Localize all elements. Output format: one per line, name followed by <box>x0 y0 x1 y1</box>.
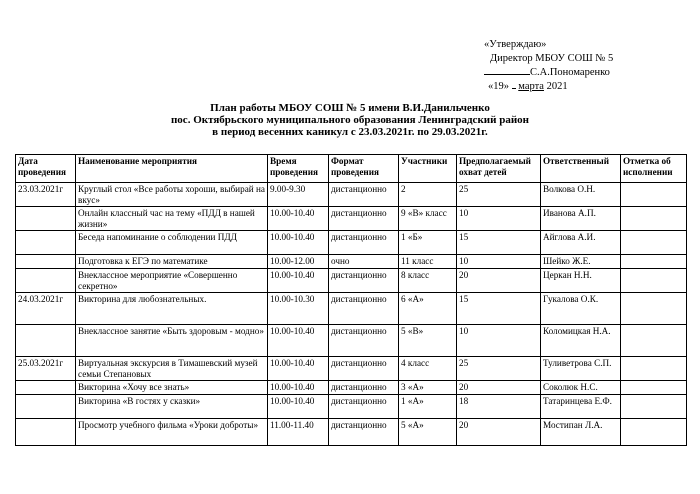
cell-completion-mark <box>621 325 687 357</box>
table-header-row <box>16 155 687 183</box>
table-row <box>16 268 687 292</box>
cell-format: дистанционно <box>329 394 399 418</box>
cell-event: Виртуальная экскурсия в Тимашевский музей семьи Степановых <box>76 357 268 381</box>
cell-date: 24.03.2021г <box>16 293 76 325</box>
cell-date <box>16 268 76 292</box>
cell-responsible: Мостипан Л.А. <box>541 418 621 445</box>
cell-responsible: Волкова О.Н. <box>541 183 621 207</box>
cell-format: дистанционно <box>329 268 399 292</box>
cell-date: 23.03.2021г <box>16 183 76 207</box>
approval-month: марта <box>518 80 544 92</box>
cell-coverage: 15 <box>457 231 541 255</box>
cell-time: 9.00-9.30 <box>268 183 329 207</box>
cell-completion-mark <box>621 268 687 292</box>
cell-event: Круглый стол «Все работы хороши, выбирай на вкус» <box>76 183 268 207</box>
cell-completion-mark <box>621 357 687 381</box>
cell-coverage: 25 <box>457 357 541 381</box>
table-row <box>16 418 687 445</box>
cell-date <box>16 381 76 395</box>
cell-format: дистанционно <box>329 231 399 255</box>
cell-time: 11.00-11.40 <box>268 418 329 445</box>
cell-time: 10.00-10.30 <box>268 293 329 325</box>
header-date: Дата проведения <box>16 155 76 183</box>
table-row <box>16 231 687 255</box>
cell-coverage: 25 <box>457 183 541 207</box>
approval-director-name: С.А.Пономаренко <box>530 67 610 78</box>
cell-completion-mark <box>621 381 687 395</box>
cell-time: 10.00-10.40 <box>268 357 329 381</box>
cell-responsible: Коломицкая Н.А. <box>541 325 621 357</box>
table-row <box>16 183 687 207</box>
approval-line-2: Директор МБОУ СОШ № 5 <box>490 52 614 64</box>
cell-coverage: 18 <box>457 394 541 418</box>
cell-format: дистанционно <box>329 357 399 381</box>
cell-event: Викторина «В гостях у сказки» <box>76 394 268 418</box>
cell-completion-mark <box>621 293 687 325</box>
cell-coverage: 20 <box>457 418 541 445</box>
document-title <box>0 102 700 138</box>
table-body <box>16 183 687 446</box>
header-event: Наименование мероприятия <box>76 155 268 183</box>
header-participants: Участники <box>399 155 457 183</box>
header-completion-mark: Отметка об исполнении <box>621 155 687 183</box>
cell-completion-mark <box>621 231 687 255</box>
cell-event: Беседа напоминание о соблюдении ПДД <box>76 231 268 255</box>
cell-event: Внеклассное занятие «Быть здоровым - модно» <box>76 325 268 357</box>
table-row <box>16 357 687 381</box>
cell-time: 10.00-10.40 <box>268 325 329 357</box>
cell-responsible: Церкан Н.Н. <box>541 268 621 292</box>
header-time: Время проведения <box>268 155 329 183</box>
cell-time: 10.00-12.00 <box>268 255 329 269</box>
title-line-1: План работы МБОУ СОШ № 5 имени В.И.Данильченко <box>210 102 490 114</box>
cell-event: Подготовка к ЕГЭ по математике <box>76 255 268 269</box>
approval-block <box>484 38 613 93</box>
cell-time: 10.00-10.40 <box>268 381 329 395</box>
cell-responsible: Шейко Ж.Е. <box>541 255 621 269</box>
cell-participants: 2 <box>399 183 457 207</box>
cell-completion-mark <box>621 418 687 445</box>
cell-responsible: Татаринцева Е.Ф. <box>541 394 621 418</box>
cell-format: дистанционно <box>329 293 399 325</box>
approval-year: 2021 <box>546 80 568 92</box>
cell-coverage: 10 <box>457 207 541 231</box>
cell-date <box>16 418 76 445</box>
cell-time: 10.00-10.40 <box>268 231 329 255</box>
cell-coverage: 20 <box>457 268 541 292</box>
cell-format: дистанционно <box>329 381 399 395</box>
table-row <box>16 381 687 395</box>
cell-participants: 4 класс <box>399 357 457 381</box>
cell-format: очно <box>329 255 399 269</box>
cell-time: 10.00-10.40 <box>268 268 329 292</box>
approval-line-1: «Утверждаю» <box>484 39 547 50</box>
cell-responsible: Соколюк Н.С. <box>541 381 621 395</box>
table-row <box>16 207 687 231</box>
cell-responsible: Айглова А.И. <box>541 231 621 255</box>
table-row <box>16 325 687 357</box>
cell-event: Внеклассное мероприятие «Совершенно секретно» <box>76 268 268 292</box>
cell-completion-mark <box>621 394 687 418</box>
cell-event: Викторина «Хочу все знать» <box>76 381 268 395</box>
cell-date: 25.03.2021г <box>16 357 76 381</box>
cell-date <box>16 325 76 357</box>
plan-table <box>15 154 687 446</box>
table-row <box>16 394 687 418</box>
cell-coverage: 10 <box>457 255 541 269</box>
cell-completion-mark <box>621 255 687 269</box>
header-responsible: Ответственный <box>541 155 621 183</box>
title-line-2: пос. Октябрьского муниципального образования Ленинградский район <box>170 114 530 126</box>
cell-format: дистанционно <box>329 207 399 231</box>
cell-coverage: 20 <box>457 381 541 395</box>
cell-participants: 11 класс <box>399 255 457 269</box>
cell-date <box>16 255 76 269</box>
signature-blank <box>484 65 530 75</box>
cell-participants: 5 «А» <box>399 418 457 445</box>
cell-completion-mark <box>621 183 687 207</box>
cell-format: дистанционно <box>329 183 399 207</box>
cell-time: 10.00-10.40 <box>268 207 329 231</box>
table-row <box>16 255 687 269</box>
cell-date <box>16 231 76 255</box>
header-format: Формат проведения <box>329 155 399 183</box>
approval-day: «19» <box>488 80 509 92</box>
cell-date <box>16 394 76 418</box>
cell-participants: 1 «Б» <box>399 231 457 255</box>
cell-responsible: Иванова А.П. <box>541 207 621 231</box>
cell-event: Онлайн классный час на тему «ПДД в нашей жизни» <box>76 207 268 231</box>
cell-coverage: 10 <box>457 325 541 357</box>
cell-participants: 6 «А» <box>399 293 457 325</box>
cell-participants: 8 класс <box>399 268 457 292</box>
approval-signature-line <box>484 65 613 80</box>
cell-time: 10.00-10.40 <box>268 394 329 418</box>
cell-participants: 9 «В» класс <box>399 207 457 231</box>
header-coverage: Предполагаемый охват детей <box>457 155 541 183</box>
cell-participants: 5 «В» <box>399 325 457 357</box>
cell-participants: 1 «А» <box>399 394 457 418</box>
cell-responsible: Гукалова О.К. <box>541 293 621 325</box>
cell-format: дистанционно <box>329 418 399 445</box>
table-row <box>16 293 687 325</box>
cell-event: Просмотр учебного фильма «Уроки доброты» <box>76 418 268 445</box>
title-line-3: в период весенних каникул с 23.03.2021г. по 29.03.2021г. <box>212 126 488 138</box>
cell-format: дистанционно <box>329 325 399 357</box>
cell-date <box>16 207 76 231</box>
approval-date-line <box>484 80 613 94</box>
cell-completion-mark <box>621 207 687 231</box>
cell-event: Викторина для любознательных. <box>76 293 268 325</box>
cell-coverage: 15 <box>457 293 541 325</box>
cell-participants: 3 «А» <box>399 381 457 395</box>
cell-responsible: Туливетрова С.П. <box>541 357 621 381</box>
